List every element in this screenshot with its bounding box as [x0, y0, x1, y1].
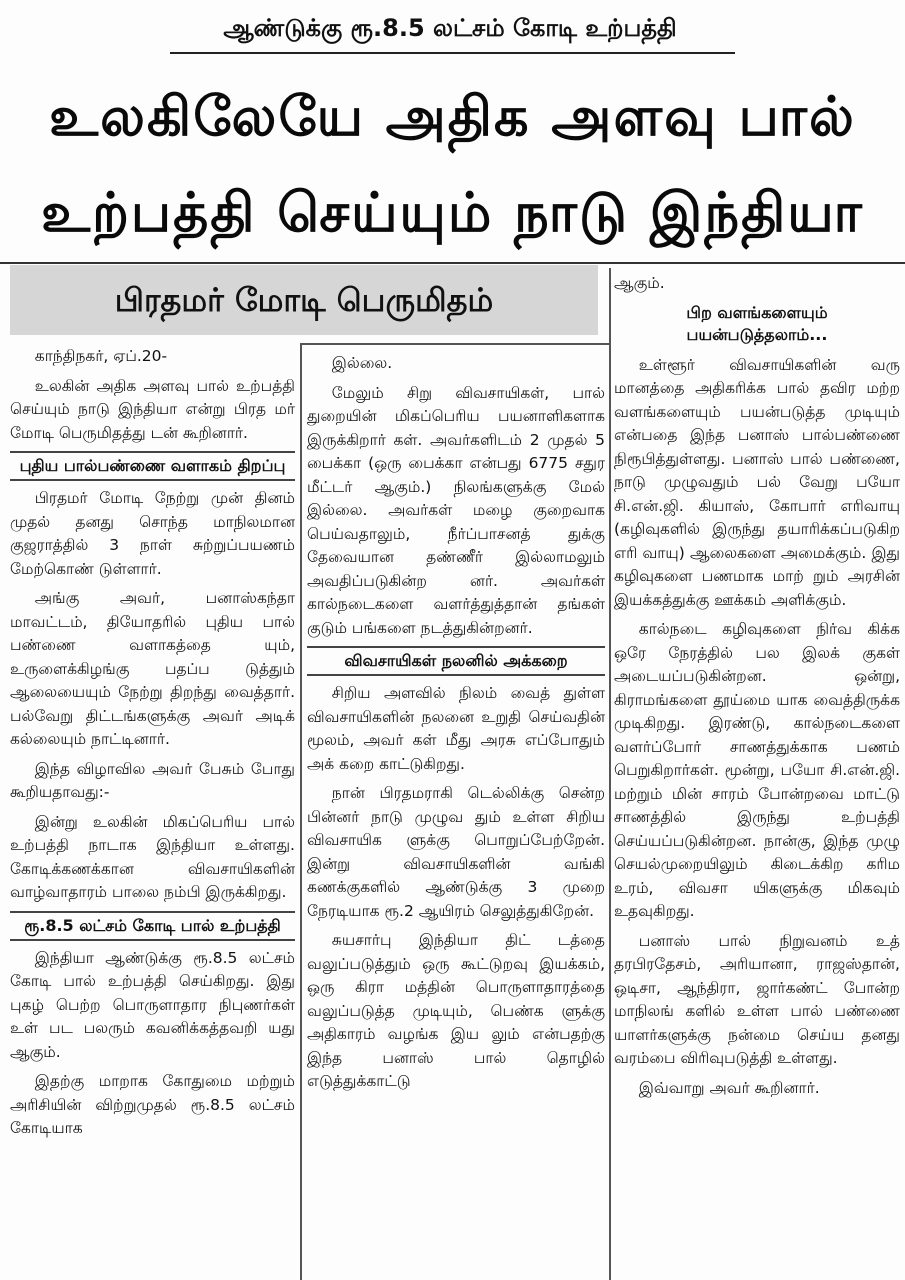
paragraph: சுயசார்பு இந்தியா திட் டத்தை வலுப்படுத்தும் ஒரு கூட்டுறவு இயக்கம், ஒரு கிரா மத்தின் பொருளாதாரத்தை வலுப்படுத்த முடியும், பெண்க ளுக்கு அதிகாரம் வழங்க இய லும் என்பதற்கு இந்த பனாஸ் பால் தொழில் எடுத்துக்காட்டு	[307, 931, 605, 1090]
section-subhead: பிற வளங்களையும் பயன்படுத்தலாம்...	[686, 302, 828, 344]
deck-subtitle: பிரதமர் மோடி பெருமிதம்	[10, 265, 598, 335]
paragraph: இந்தியா ஆண்டுக்கு ரூ.8.5 லட்சம் கோடி பால் உற்பத்தி செய்கிறது. இது புகழ் பெற்ற பொருளாதார நிபுணர்கள் உள் பட பலரும் கவனிக்கத்தவறி யது ஆகும்.	[10, 948, 295, 1061]
article-column-3	[614, 272, 900, 1280]
paragraph: இன்று உலகின் மிகப்பெரிய பால் உற்பத்தி நாடாக இந்தியா உள்ளது. கோடிக்கணக்கான விவசாயிகளின் வாழ்வாதாரம் பாலை நம்பி இருக்கிறது.	[10, 812, 295, 901]
paragraph: பனாஸ் பால் நிறுவனம் உத் தரபிரதேசம், அரியானா, ராஜஸ்தான், ஒடிசா, ஆந்திரா, ஜார்கண்ட் போன்ற மாநிலங் களில் உள்ள பால் பண்ணை யாளர்களுக்கு நன்மை செய்ய தனது வரம்பை விரிவுபடுத்தி உள்ளது.	[614, 931, 900, 1067]
main-headline-line-2: உற்பத்தி செய்யும் நாடு இந்தியா	[41, 181, 864, 244]
article-column-1	[10, 345, 295, 1280]
kicker-underline	[170, 52, 735, 54]
main-headline-line-1: உலகிலேயே அதிக அளவு பால்	[49, 85, 856, 148]
column-divider-2	[609, 268, 611, 1280]
section-subhead: புதிய பால்பண்ணை வளாகம் திறப்பு	[10, 451, 295, 481]
column-divider-1	[300, 345, 302, 1280]
paragraph: இல்லை.	[331, 354, 393, 372]
paragraph: இந்த விழாவில அவர் பேசும் போது கூறியதாவது:-	[10, 759, 295, 801]
article-column-2	[307, 352, 605, 1280]
paragraph: இவ்வாறு அவர் கூறினார்.	[638, 1078, 820, 1097]
paragraph: பிரதமர் மோடி நேற்று முன் தினம் முதல் தனது சொந்த மாநிலமான குஜராத்தில் 3 நாள் சுற்றுப்பயணம் மேற்கொண் டுள்ளார்.	[10, 489, 295, 578]
deck-bottom-rule	[300, 343, 609, 345]
section-subhead: விவசாயிகள் நலனில் அக்கறை	[307, 646, 605, 676]
paragraph: ஆகும்.	[614, 274, 665, 292]
paragraph: உள்ளூர் விவசாயிகளின் வரு மானத்தை அதிகரிக்க பால் தவிர மற்ற வளங்களையும் பயன்படுத்த முடியும் என்பதை இந்த பனாஸ் பால்பண்ணை நிரூபித்துள்ளது. பனாஸ் பால் பண்ணை, நாடு முழுவதும் பல் வேறு பயோ சி.என்.ஜி. கியாஸ், கோபார் எரிவாயு (கழிவுகளில் இருந்து தயாரிக்கப்படுகிற எரி வாயு) ஆலைகளை அமைக்கும். இது கழிவுகளை பணமாக மாற் றும் அரசின் இயக்கத்துக்கு ஊக்கம் அளிக்கும்.	[614, 355, 900, 609]
paragraph: அங்கு அவர், பனாஸ்கந்தா மாவட்டம், தியோதரில் புதிய பால் பண்ணை வளாகத்தை யும், உருளைக்கிழங்கு பதப்ப டுத்தும் ஆலையையும் நேற்று திறந்து வைத்தார். பல்வேறு திட்டங்களுக்கு அவர் அடிக் கல்லையும் நாட்டினார்.	[10, 589, 295, 748]
paragraph: இதற்கு மாறாக கோதுமை மற்றும் அரிசியின் விற்றுமுதல் ரூ.8.5 லட்சம் கோடியாக	[10, 1072, 295, 1137]
paragraph: மேலும் சிறு விவசாயிகள், பால் துறையின் மிகப்பெரிய பயனாளிகளாக இருக்கிறார் கள். அவர்களிடம் 2 முதல் 5 பைக்கா (ஒரு பைக்கா என்பது 6775 சதுர மீட்டர் ஆகும்.) நிலங்களுக்கு மேல் இல்லை. அவர்கள் மழை குறைவாக பெய்வதாலும், நீர்ப்பாசனத் துக்கு தேவையான தண்ணீர் இல்லாமலும் அவதிப்படுகின்ற னர். அவர்கள் கால்நடைகளை வளர்த்துத்தான் தங்கள் குடும் பங்களை நடத்துகின்றனர்.	[307, 383, 605, 637]
paragraph: கால்நடை கழிவுகளை நிர்வ கிக்க ஒரே நேரத்தில் பல இலக் குகள் அடையப்படுகின்றன. ஒன்று, கிராமங்களை தூய்மை யாக வைத்திருக்க முடிகிறது. இரண்டு, கால்நடைகளை வளர்ப்போர் சாணத்துக்காக பணம் பெறுகிறார்கள். மூன்று, பயோ சி.என்.ஜி. மற்றும் மின் சாரம் போன்றவை மாட்டு சாணத்தில் இருந்து உற்பத்தி செய்யப்படுகின்றன. நான்கு, இந்த முழு செயல்முறையிலும் கிடைக்கிற கரிம உரம், விவசா யிகளுக்கு மிகவும் உதவுகிறது.	[614, 620, 900, 920]
dateline: காந்திநகர், ஏப்.20-	[34, 347, 168, 365]
kicker-headline: ஆண்டுக்கு ரூ.8.5 லட்சம் கோடி உற்பத்தி	[223, 14, 677, 42]
paragraph: நான் பிரதமராகி டெல்லிக்கு சென்ற பின்னர் நாடு முழுவ தும் உள்ள சிறிய விவசாயிக ளுக்கு பொறுப்பேற்றேன். இன்று விவசாயிகளின் வங்கி கணக்குகளில் ஆண்டுக்கு 3 முறை நேரடியாக ரூ.2 ஆயிரம் செலுத்துகிறேன்.	[307, 784, 605, 920]
section-subhead: ரூ.8.5 லட்சம் கோடி பால் உற்பத்தி	[10, 911, 295, 941]
paragraph: சிறிய அளவில் நிலம் வைத் துள்ள விவசாயிகளின் நலனை உறுதி செய்வதின் மூலம், அவர் கள் மீது அரசு எப்போதும் அக் கறை காட்டுகிறது.	[307, 684, 605, 773]
paragraph: உலகின் அதிக அளவு பால் உற்பத்தி செய்யும் நாடு இந்தியா என்று பிரத மர் மோடி பெருமிதத்து டன் கூறினார்.	[10, 376, 295, 442]
header-divider	[0, 262, 905, 264]
